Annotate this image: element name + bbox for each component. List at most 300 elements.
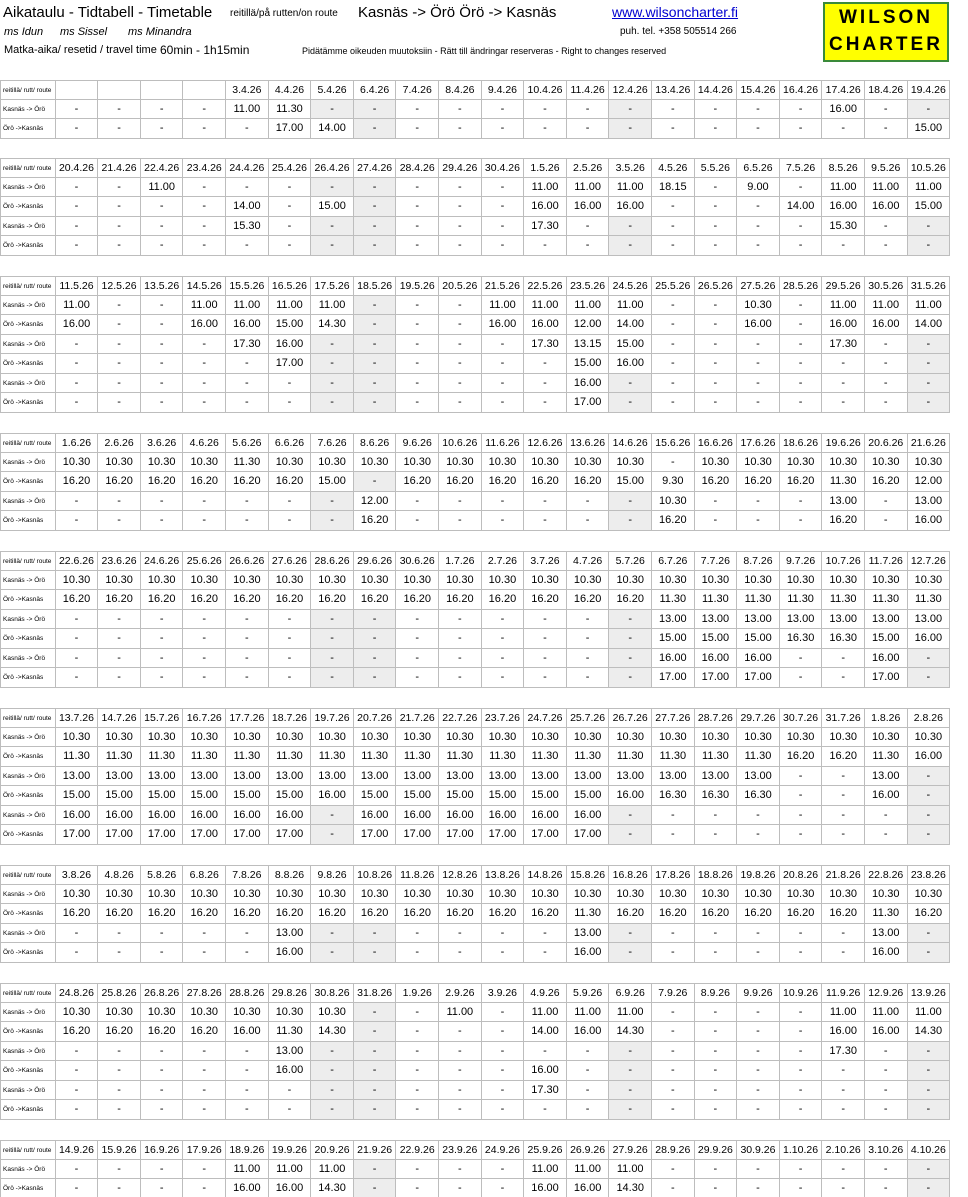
departure-time-cell: - — [183, 668, 226, 687]
departure-time-cell: - — [695, 1160, 738, 1179]
departure-time-cell: - — [354, 236, 397, 255]
date-cell: 27.6.26 — [269, 552, 312, 570]
departure-time-cell: 13.00 — [737, 767, 780, 786]
departure-time-cell: 17.00 — [865, 668, 908, 687]
departure-time-cell: 10.30 — [737, 453, 780, 472]
departure-time-cell: - — [226, 119, 269, 138]
date-cell: 22.7.26 — [439, 709, 482, 727]
departure-time-cell: - — [482, 668, 525, 687]
date-cell: 9.5.26 — [865, 159, 908, 177]
departure-time-cell: - — [865, 335, 908, 354]
departure-time-cell: - — [822, 786, 865, 805]
departure-time-cell: 13.00 — [396, 767, 439, 786]
departure-time-cell: 10.30 — [269, 728, 312, 747]
departure-time-cell: 13.00 — [737, 610, 780, 629]
date-cell: 28.6.26 — [311, 552, 354, 570]
departure-time-cell: - — [652, 296, 695, 315]
departure-time-cell: 16.20 — [183, 590, 226, 609]
departure-time-cell: 10.30 — [567, 571, 610, 590]
departure-time-cell: 13.00 — [269, 1042, 312, 1061]
departure-time-cell: 10.30 — [269, 885, 312, 904]
departure-time-cell: 10.30 — [609, 453, 652, 472]
date-cell: 21.6.26 — [908, 434, 951, 452]
departure-time-cell: 10.30 — [396, 728, 439, 747]
departure-time-cell: - — [822, 119, 865, 138]
departure-time-cell: - — [141, 629, 184, 648]
departure-time-cell: - — [482, 393, 525, 412]
departure-time-cell: - — [865, 236, 908, 255]
departure-time-cell: - — [226, 178, 269, 197]
departure-time-cell: 13.00 — [141, 767, 184, 786]
website-link[interactable]: www.wilsoncharter.fi — [612, 4, 739, 20]
departure-time-cell: 11.00 — [609, 1160, 652, 1179]
departure-time-cell: - — [908, 1042, 951, 1061]
date-cell: 14.6.26 — [609, 434, 652, 452]
date-cell: 21.7.26 — [396, 709, 439, 727]
departure-time-cell: - — [780, 119, 823, 138]
departure-time-cell: 13.00 — [269, 924, 312, 943]
date-cell: 29.4.26 — [439, 159, 482, 177]
departure-time-cell: - — [652, 1081, 695, 1100]
departure-time-cell: 13.00 — [311, 767, 354, 786]
departure-time-cell: 10.30 — [908, 453, 951, 472]
travel-time-label: Matka-aika/ resetid / travel time — [4, 44, 157, 56]
departure-time-cell: - — [652, 217, 695, 236]
date-cell: 12.7.26 — [908, 552, 951, 570]
departure-row — [0, 472, 950, 492]
page-header — [0, 0, 968, 80]
departure-time-cell: 17.30 — [822, 335, 865, 354]
departure-time-cell: - — [354, 1042, 397, 1061]
departure-time-cell: - — [311, 374, 354, 393]
departure-time-cell: - — [524, 511, 567, 530]
departure-time-cell: 16.20 — [652, 511, 695, 530]
date-cell: 24.7.26 — [524, 709, 567, 727]
departure-time-cell: - — [98, 217, 141, 236]
departure-time-cell: 16.20 — [780, 472, 823, 491]
departure-time-cell: 17.00 — [396, 825, 439, 844]
departure-time-cell: - — [98, 610, 141, 629]
departure-time-cell: - — [56, 943, 99, 962]
departure-time-cell: 15.00 — [226, 786, 269, 805]
departure-time-cell: 10.30 — [822, 728, 865, 747]
departure-time-cell: - — [652, 374, 695, 393]
date-cell: 17.8.26 — [652, 866, 695, 884]
departure-time-cell: 16.00 — [908, 629, 951, 648]
phone-number: puh. tel. +358 505514 266 — [620, 26, 737, 37]
route-header-label: reitillä/ rutt/ route — [0, 159, 56, 177]
date-cell: 8.7.26 — [737, 552, 780, 570]
departure-row — [0, 786, 950, 806]
departure-time-cell: - — [183, 943, 226, 962]
date-cell: 22.6.26 — [56, 552, 99, 570]
route-main: Kasnäs -> Örö Örö -> Kasnäs — [358, 4, 557, 21]
date-cell: 24.8.26 — [56, 984, 99, 1002]
departure-time-cell: - — [98, 296, 141, 315]
logo-line: WILSON — [839, 7, 933, 28]
date-cell: 24.4.26 — [226, 159, 269, 177]
timetable-block — [0, 158, 950, 256]
departure-time-cell: - — [311, 354, 354, 373]
departure-time-cell: - — [439, 943, 482, 962]
departure-time-cell: 16.20 — [439, 472, 482, 491]
date-cell: 7.9.26 — [652, 984, 695, 1002]
departure-time-cell: - — [226, 511, 269, 530]
departure-time-cell: 15.00 — [524, 786, 567, 805]
departure-time-cell: - — [354, 1081, 397, 1100]
departure-time-cell: - — [695, 943, 738, 962]
departure-time-cell: - — [226, 649, 269, 668]
departure-time-cell: 10.30 — [695, 728, 738, 747]
date-cell: 28.7.26 — [695, 709, 738, 727]
departure-time-cell: - — [482, 335, 525, 354]
departure-time-cell: - — [822, 943, 865, 962]
departure-time-cell: - — [780, 100, 823, 119]
departure-time-cell: - — [269, 393, 312, 412]
date-cell: 27.9.26 — [609, 1141, 652, 1159]
date-cell: 6.5.26 — [737, 159, 780, 177]
date-cell: 14.5.26 — [183, 277, 226, 295]
departure-time-cell: - — [695, 1081, 738, 1100]
departure-time-cell: - — [865, 217, 908, 236]
direction-label: Örö ->Kasnäs — [0, 747, 56, 766]
departure-time-cell: - — [609, 924, 652, 943]
departure-time-cell: 11.00 — [822, 178, 865, 197]
departure-time-cell: 16.30 — [822, 629, 865, 648]
departure-time-cell: 10.30 — [56, 453, 99, 472]
date-cell: 9.4.26 — [482, 81, 525, 99]
departure-time-cell: 16.20 — [865, 472, 908, 491]
departure-time-cell: - — [141, 1160, 184, 1179]
departure-time-cell: - — [652, 943, 695, 962]
departure-time-cell: 16.00 — [695, 649, 738, 668]
departure-time-cell: - — [269, 511, 312, 530]
date-cell: 22.5.26 — [524, 277, 567, 295]
departure-time-cell: 16.20 — [822, 511, 865, 530]
departure-time-cell: 10.30 — [908, 571, 951, 590]
departure-time-cell: 16.20 — [780, 747, 823, 766]
departure-time-cell: - — [652, 197, 695, 216]
departure-time-cell: - — [737, 825, 780, 844]
date-header-row — [0, 865, 950, 885]
date-cell: 13.7.26 — [56, 709, 99, 727]
date-cell: 3.7.26 — [524, 552, 567, 570]
direction-label: Örö ->Kasnäs — [0, 786, 56, 805]
date-cell: 5.7.26 — [609, 552, 652, 570]
departure-time-cell: - — [396, 1003, 439, 1022]
departure-time-cell: - — [737, 806, 780, 825]
departure-time-cell: - — [56, 393, 99, 412]
departure-time-cell: - — [98, 1179, 141, 1197]
departure-time-cell: - — [141, 296, 184, 315]
date-cell: 2.9.26 — [439, 984, 482, 1002]
direction-label: Kasnäs -> Örö — [0, 1042, 56, 1061]
departure-time-cell: 10.30 — [183, 885, 226, 904]
departure-time-cell: - — [482, 1022, 525, 1041]
departure-time-cell: 11.00 — [865, 1003, 908, 1022]
departure-time-cell: 10.30 — [695, 453, 738, 472]
departure-row — [0, 904, 950, 924]
date-cell: 10.9.26 — [780, 984, 823, 1002]
departure-time-cell: - — [56, 217, 99, 236]
date-cell: 16.6.26 — [695, 434, 738, 452]
departure-time-cell: - — [822, 806, 865, 825]
departure-row — [0, 492, 950, 512]
departure-time-cell: 16.00 — [822, 315, 865, 334]
departure-time-cell: 16.00 — [524, 1061, 567, 1080]
date-cell: 2.5.26 — [567, 159, 610, 177]
date-cell: 11.7.26 — [865, 552, 908, 570]
departure-time-cell: - — [226, 354, 269, 373]
departure-time-cell: - — [822, 924, 865, 943]
departure-time-cell: 16.00 — [524, 1179, 567, 1197]
departure-time-cell: 17.30 — [822, 1042, 865, 1061]
date-cell: 18.5.26 — [354, 277, 397, 295]
departure-time-cell: 17.30 — [524, 1081, 567, 1100]
departure-row — [0, 1042, 950, 1062]
departure-time-cell: 10.30 — [269, 453, 312, 472]
departure-time-cell: - — [737, 943, 780, 962]
departure-time-cell: - — [311, 924, 354, 943]
departure-time-cell: 11.30 — [780, 590, 823, 609]
departure-time-cell: - — [141, 511, 184, 530]
departure-time-cell: - — [98, 178, 141, 197]
departure-time-cell: 11.30 — [652, 590, 695, 609]
departure-time-cell: 15.00 — [354, 786, 397, 805]
departure-time-cell: 16.20 — [354, 904, 397, 923]
departure-time-cell: - — [652, 1003, 695, 1022]
departure-time-cell: - — [311, 943, 354, 962]
date-cell: 25.8.26 — [98, 984, 141, 1002]
departure-time-cell: 11.00 — [226, 1160, 269, 1179]
departure-time-cell: 12.00 — [908, 472, 951, 491]
direction-label: Örö ->Kasnäs — [0, 511, 56, 530]
departure-time-cell: 17.00 — [269, 354, 312, 373]
departure-time-cell: 16.20 — [439, 590, 482, 609]
departure-time-cell: - — [98, 335, 141, 354]
date-cell: 23.9.26 — [439, 1141, 482, 1159]
departure-time-cell: - — [567, 217, 610, 236]
departure-time-cell: - — [269, 374, 312, 393]
departure-time-cell: - — [98, 374, 141, 393]
departure-time-cell: 16.30 — [695, 786, 738, 805]
departure-time-cell: 14.30 — [311, 1179, 354, 1197]
direction-label: Kasnäs -> Örö — [0, 924, 56, 943]
date-cell: 23.6.26 — [98, 552, 141, 570]
departure-time-cell: - — [567, 1100, 610, 1119]
departure-time-cell: - — [354, 1100, 397, 1119]
direction-label: Kasnäs -> Örö — [0, 571, 56, 590]
date-cell: 19.5.26 — [396, 277, 439, 295]
departure-time-cell: 16.00 — [567, 806, 610, 825]
departure-time-cell: - — [524, 492, 567, 511]
departure-row — [0, 943, 950, 963]
direction-label: Kasnäs -> Örö — [0, 728, 56, 747]
departure-time-cell: - — [226, 1100, 269, 1119]
departure-time-cell: - — [652, 825, 695, 844]
departure-time-cell: 11.30 — [737, 747, 780, 766]
departure-time-cell: - — [311, 629, 354, 648]
departure-time-cell: - — [98, 393, 141, 412]
departure-time-cell: 16.20 — [695, 904, 738, 923]
departure-row — [0, 747, 950, 767]
departure-time-cell: 15.00 — [737, 629, 780, 648]
departure-time-cell: 11.00 — [609, 296, 652, 315]
departure-time-cell: 10.30 — [56, 1003, 99, 1022]
departure-time-cell: 11.30 — [269, 1022, 312, 1041]
departure-time-cell: - — [269, 629, 312, 648]
departure-time-cell: - — [183, 374, 226, 393]
departure-time-cell: 13.00 — [695, 610, 738, 629]
direction-label: Örö ->Kasnäs — [0, 668, 56, 687]
departure-time-cell: - — [567, 649, 610, 668]
departure-time-cell: - — [652, 1160, 695, 1179]
departure-time-cell: 11.00 — [567, 1003, 610, 1022]
departure-time-cell: - — [439, 296, 482, 315]
departure-time-cell: 16.00 — [567, 197, 610, 216]
departure-time-cell: - — [695, 1179, 738, 1197]
date-cell: 6.7.26 — [652, 552, 695, 570]
departure-time-cell: - — [354, 1022, 397, 1041]
departure-time-cell: - — [865, 511, 908, 530]
date-cell: 19.6.26 — [822, 434, 865, 452]
departure-time-cell: 17.30 — [226, 335, 269, 354]
departure-time-cell: - — [780, 668, 823, 687]
departure-time-cell: 16.00 — [183, 315, 226, 334]
departure-time-cell: - — [311, 217, 354, 236]
departure-time-cell: 16.00 — [822, 100, 865, 119]
departure-time-cell: 15.00 — [183, 786, 226, 805]
departure-time-cell: - — [524, 354, 567, 373]
departure-time-cell: 16.20 — [98, 904, 141, 923]
date-cell: 1.10.26 — [780, 1141, 823, 1159]
departure-time-cell: 16.30 — [652, 786, 695, 805]
timetable-block — [0, 433, 950, 531]
departure-time-cell: - — [652, 1179, 695, 1197]
departure-time-cell: 15.00 — [609, 335, 652, 354]
departure-time-cell: 16.00 — [567, 374, 610, 393]
departure-time-cell: 16.20 — [183, 1022, 226, 1041]
date-cell: 17.6.26 — [737, 434, 780, 452]
departure-time-cell: - — [141, 1081, 184, 1100]
departure-time-cell: 10.30 — [98, 728, 141, 747]
date-cell: 20.4.26 — [56, 159, 99, 177]
date-cell: 23.7.26 — [482, 709, 525, 727]
date-cell: 2.7.26 — [482, 552, 525, 570]
departure-time-cell: 10.30 — [183, 728, 226, 747]
departure-time-cell: 17.00 — [567, 393, 610, 412]
departure-time-cell: - — [567, 668, 610, 687]
ship-name: ms Idun — [4, 26, 44, 38]
departure-time-cell: 10.30 — [141, 728, 184, 747]
departure-time-cell: 15.00 — [482, 786, 525, 805]
departure-time-cell: - — [609, 629, 652, 648]
departure-time-cell: 16.00 — [609, 197, 652, 216]
departure-time-cell: 15.00 — [311, 197, 354, 216]
departure-time-cell: 16.20 — [652, 904, 695, 923]
departure-time-cell: 13.00 — [439, 767, 482, 786]
departure-time-cell: - — [439, 1061, 482, 1080]
departure-time-cell: - — [56, 668, 99, 687]
departure-time-cell: - — [737, 1081, 780, 1100]
date-cell: 30.8.26 — [311, 984, 354, 1002]
departure-time-cell: - — [652, 1061, 695, 1080]
departure-time-cell: - — [567, 1061, 610, 1080]
departure-time-cell: 11.30 — [524, 747, 567, 766]
date-cell: 7.7.26 — [695, 552, 738, 570]
departure-time-cell: - — [822, 825, 865, 844]
departure-time-cell: 11.30 — [652, 747, 695, 766]
departure-time-cell: 11.00 — [482, 296, 525, 315]
departure-time-cell: - — [396, 943, 439, 962]
departure-time-cell: 11.30 — [439, 747, 482, 766]
departure-time-cell: 11.00 — [56, 296, 99, 315]
date-cell: 30.7.26 — [780, 709, 823, 727]
departure-time-cell: - — [311, 806, 354, 825]
date-cell: 27.8.26 — [183, 984, 226, 1002]
departure-time-cell: 11.00 — [865, 178, 908, 197]
timetable-block — [0, 865, 950, 963]
departure-time-cell: 14.30 — [908, 1022, 951, 1041]
departure-time-cell: 16.20 — [439, 904, 482, 923]
departure-time-cell: - — [780, 1160, 823, 1179]
departure-time-cell: - — [524, 924, 567, 943]
departure-time-cell: - — [737, 1042, 780, 1061]
date-cell — [183, 81, 226, 99]
departure-time-cell: 16.00 — [865, 943, 908, 962]
departure-time-cell: - — [737, 354, 780, 373]
date-header-row — [0, 276, 950, 296]
departure-time-cell: - — [780, 335, 823, 354]
departure-time-cell: 13.00 — [609, 767, 652, 786]
direction-label: Kasnäs -> Örö — [0, 100, 56, 119]
departure-time-cell: - — [908, 1160, 951, 1179]
departure-time-cell: 16.20 — [226, 904, 269, 923]
date-cell: 21.9.26 — [354, 1141, 397, 1159]
departure-time-cell: 10.30 — [56, 571, 99, 590]
departure-time-cell: 9.30 — [652, 472, 695, 491]
departure-time-cell: 11.00 — [567, 1160, 610, 1179]
departure-time-cell: - — [141, 1061, 184, 1080]
departure-time-cell: 11.30 — [567, 904, 610, 923]
date-cell: 6.4.26 — [354, 81, 397, 99]
departure-time-cell: 10.30 — [396, 885, 439, 904]
departure-time-cell: 16.20 — [226, 590, 269, 609]
departure-time-cell: - — [311, 610, 354, 629]
departure-time-cell: - — [780, 825, 823, 844]
departure-time-cell: - — [98, 629, 141, 648]
departure-time-cell: - — [865, 374, 908, 393]
departure-time-cell: - — [780, 649, 823, 668]
departure-time-cell: 10.30 — [354, 885, 397, 904]
date-cell: 16.8.26 — [609, 866, 652, 884]
departure-time-cell: - — [865, 1081, 908, 1100]
departure-time-cell: - — [695, 236, 738, 255]
departure-row — [0, 296, 950, 316]
departure-time-cell: - — [311, 1061, 354, 1080]
date-cell: 4.9.26 — [524, 984, 567, 1002]
date-cell: 4.5.26 — [652, 159, 695, 177]
departure-time-cell: 11.30 — [737, 590, 780, 609]
departure-time-cell: - — [822, 767, 865, 786]
departure-time-cell: - — [396, 1100, 439, 1119]
departure-time-cell: 13.00 — [865, 610, 908, 629]
departure-time-cell: - — [780, 767, 823, 786]
departure-time-cell: - — [183, 924, 226, 943]
departure-time-cell: - — [269, 217, 312, 236]
departure-row — [0, 590, 950, 610]
date-cell: 4.6.26 — [183, 434, 226, 452]
